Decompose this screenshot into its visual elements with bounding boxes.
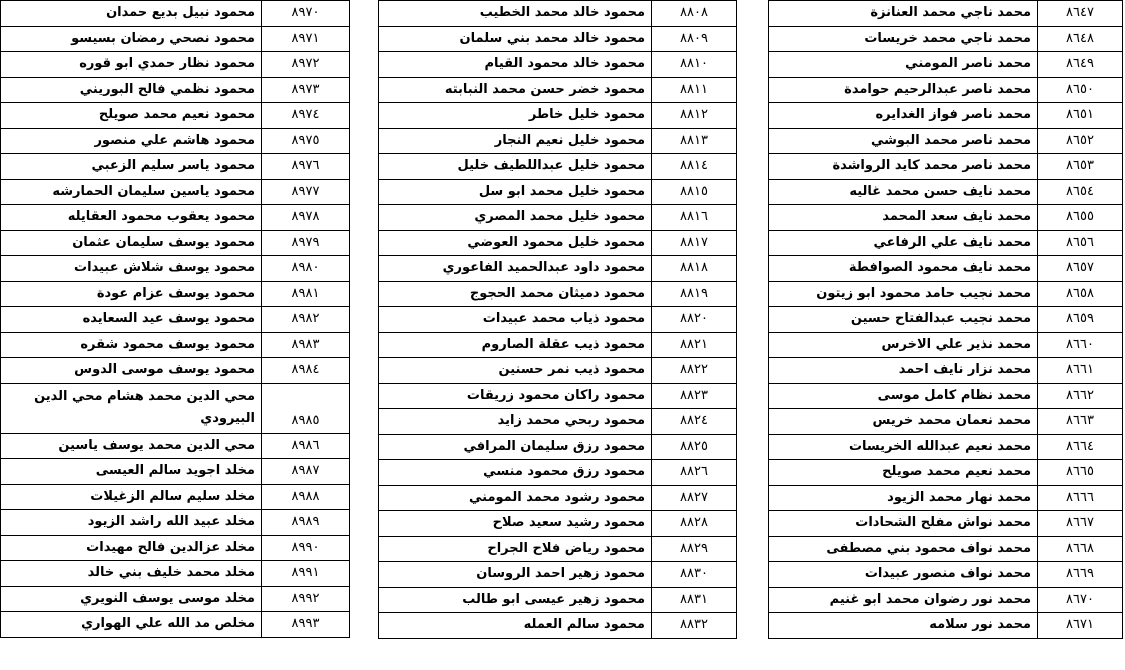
row-number: ٨٦٥٢ [1038, 128, 1123, 154]
row-number: ٨٦٥١ [1038, 103, 1123, 129]
person-name: محمود رياض فلاح الجراح [379, 536, 652, 562]
table-row [379, 358, 737, 384]
table-row [769, 230, 1123, 256]
person-name: مخلد سليم سالم الزغيلات [1, 484, 262, 510]
row-number: ٨٩٩١ [262, 561, 350, 587]
person-name: محمد ناجي محمد العنانزة [769, 1, 1038, 27]
table-row [379, 511, 737, 537]
row-number: ٨٦٤٨ [1038, 26, 1123, 52]
table-row [379, 205, 737, 231]
row-number: ٨٦٥٤ [1038, 179, 1123, 205]
table-row [379, 1, 737, 27]
row-number: ٨٦٥٥ [1038, 205, 1123, 231]
person-name: محمود نظمي فالح البوريني [1, 77, 262, 103]
names-table-right [768, 0, 1123, 639]
row-number: ٨٩٧٢ [262, 52, 350, 78]
person-name: محمد نعيم عبدالله الخريسات [769, 434, 1038, 460]
person-name: محي الدين محمد هشام محي الدين البيرودي [1, 383, 262, 433]
row-number: ٨٨٣٢ [652, 613, 737, 639]
row-number: ٨٦٦٨ [1038, 536, 1123, 562]
person-name: محمود خضر حسن محمد النبابته [379, 77, 652, 103]
table-row [1, 205, 350, 231]
table-row [1, 307, 350, 333]
person-name: محمود يوسف عيد السعايده [1, 307, 262, 333]
table-row [379, 587, 737, 613]
table-row [769, 434, 1123, 460]
person-name: محمود راكان محمود زريقات [379, 383, 652, 409]
row-number: ٨٦٦٤ [1038, 434, 1123, 460]
table-row [769, 154, 1123, 180]
person-name: محمد ناصر محمد البوشي [769, 128, 1038, 154]
table-row [379, 52, 737, 78]
table-row [769, 205, 1123, 231]
table-row [379, 613, 737, 639]
row-number: ٨٩٧٣ [262, 77, 350, 103]
person-name: محمد نجيب عبدالفتاح حسين [769, 307, 1038, 333]
table-row [769, 26, 1123, 52]
person-name: محمود يوسف سليمان عثمان [1, 230, 262, 256]
table-row [769, 460, 1123, 486]
row-number: ٨٩٨١ [262, 281, 350, 307]
person-name: محمد نعمان محمد خريس [769, 409, 1038, 435]
table-row [769, 536, 1123, 562]
row-number: ٨٩٩٠ [262, 535, 350, 561]
table-row [769, 179, 1123, 205]
table-row [1, 484, 350, 510]
row-number: ٨٨١٤ [652, 154, 737, 180]
row-number: ٨٦٥٨ [1038, 281, 1123, 307]
row-number: ٨٦٥٠ [1038, 77, 1123, 103]
table-row [769, 613, 1123, 639]
table-row [769, 332, 1123, 358]
table-row [379, 281, 737, 307]
table-row [1, 179, 350, 205]
person-name: محمد نجيب حامد محمود ابو زيتون [769, 281, 1038, 307]
person-name: محمود ربحي محمد زايد [379, 409, 652, 435]
person-name: محمد ناصر المومني [769, 52, 1038, 78]
row-number: ٨٩٨٧ [262, 459, 350, 485]
row-number: ٨٨٢٩ [652, 536, 737, 562]
person-name: محمود خليل محمد ابو سل [379, 179, 652, 205]
table-row [769, 383, 1123, 409]
person-name: محمود يعقوب محمود العقايله [1, 205, 262, 231]
person-name: محمد نواش مفلح الشحادات [769, 511, 1038, 537]
person-name: محمد نواف محمود بني مصطفى [769, 536, 1038, 562]
table-row [769, 77, 1123, 103]
table-row [769, 587, 1123, 613]
row-number: ٨٦٧٠ [1038, 587, 1123, 613]
table-row [379, 77, 737, 103]
row-number: ٨٩٧٠ [262, 1, 350, 27]
person-name: محمود زهير عيسى ابو طالب [379, 587, 652, 613]
row-number: ٨٨١٦ [652, 205, 737, 231]
row-number: ٨٨١٠ [652, 52, 737, 78]
table-row [1, 128, 350, 154]
table-row [769, 128, 1123, 154]
person-name: محمود ياسين سليمان الحمارشه [1, 179, 262, 205]
person-name: محمود ياسر سليم الزعبي [1, 154, 262, 180]
person-name: محمود يوسف محمود شقره [1, 332, 262, 358]
person-name: محمود نبيل بديع حمدان [1, 1, 262, 27]
table-row [379, 460, 737, 486]
row-number: ٨٦٥٦ [1038, 230, 1123, 256]
row-number: ٨٩٧٩ [262, 230, 350, 256]
row-number: ٨٨٠٩ [652, 26, 737, 52]
row-number: ٨٩٧١ [262, 26, 350, 52]
person-name: محمود زهير احمد الروسان [379, 562, 652, 588]
row-number: ٨٦٦٧ [1038, 511, 1123, 537]
table-row [769, 485, 1123, 511]
person-name: مخلد عزالدين فالح مهيدات [1, 535, 262, 561]
table-row [379, 332, 737, 358]
row-number: ٨٨١٢ [652, 103, 737, 129]
person-name: محمد ناصر عبدالرحيم حوامدة [769, 77, 1038, 103]
table-row [1, 230, 350, 256]
person-name: محمد نواف منصور عبيدات [769, 562, 1038, 588]
table-row [1, 612, 350, 638]
row-number: ٨٨٣٠ [652, 562, 737, 588]
table-row [1, 358, 350, 384]
row-number: ٨٩٩٢ [262, 586, 350, 612]
table-row [1, 586, 350, 612]
person-name: محمد ناجي محمد خريسات [769, 26, 1038, 52]
table-row [769, 256, 1123, 282]
table-row [379, 409, 737, 435]
row-number: ٨٦٥٧ [1038, 256, 1123, 282]
row-number: ٨٦٦٢ [1038, 383, 1123, 409]
row-number: ٨٦٥٩ [1038, 307, 1123, 333]
table-row [1, 281, 350, 307]
row-number: ٨٦٦٠ [1038, 332, 1123, 358]
row-number: ٨٩٨٩ [262, 510, 350, 536]
person-name: محمد نايف علي الرفاعي [769, 230, 1038, 256]
table-row [379, 26, 737, 52]
person-name: محمود نظار حمدي ابو قوره [1, 52, 262, 78]
row-number: ٨٦٦١ [1038, 358, 1123, 384]
table-row [379, 307, 737, 333]
table-row [1, 535, 350, 561]
table-row [769, 511, 1123, 537]
row-number: ٨٩٧٤ [262, 103, 350, 129]
row-number: ٨٨٢٣ [652, 383, 737, 409]
person-name: مخلص مد الله علي الهواري [1, 612, 262, 638]
person-name: محمود خليل محمود العوضي [379, 230, 652, 256]
row-number: ٨٨١١ [652, 77, 737, 103]
person-name: محمود ذياب محمد عبيدات [379, 307, 652, 333]
person-name: محمد نظام كامل موسى [769, 383, 1038, 409]
row-number: ٨٩٨٢ [262, 307, 350, 333]
table-row [769, 307, 1123, 333]
person-name: محمود خليل عبداللطيف خليل [379, 154, 652, 180]
person-name: محمود خليل محمد المصري [379, 205, 652, 231]
person-name: محمود خليل نعيم النجار [379, 128, 652, 154]
row-number: ٨٩٨٥ [262, 383, 350, 433]
person-name: محمود هاشم علي منصور [1, 128, 262, 154]
row-number: ٨٨٢٧ [652, 485, 737, 511]
row-number: ٨٦٤٩ [1038, 52, 1123, 78]
table-row [379, 485, 737, 511]
row-number: ٨٩٩٣ [262, 612, 350, 638]
table-row [379, 128, 737, 154]
names-table-left [0, 0, 350, 638]
person-name: محمد نايف حسن محمد غاليه [769, 179, 1038, 205]
table-row [379, 256, 737, 282]
names-table-middle [378, 0, 737, 639]
row-number: ٨٩٨٠ [262, 256, 350, 282]
person-name: محمود خليل خاطر [379, 103, 652, 129]
row-number: ٨٨٠٨ [652, 1, 737, 27]
table-row [1, 433, 350, 459]
row-number: ٨٩٧٦ [262, 154, 350, 180]
row-number: ٨٨٢١ [652, 332, 737, 358]
row-number: ٨٨١٥ [652, 179, 737, 205]
person-name: محمود خالد محمد بني سلمان [379, 26, 652, 52]
table-row [769, 409, 1123, 435]
person-name: محمود نعيم محمد صويلح [1, 103, 262, 129]
table-row [1, 77, 350, 103]
person-name: مخلد اجويد سالم العيسى [1, 459, 262, 485]
table-row [769, 1, 1123, 27]
person-name: محمد نهار محمد الزيود [769, 485, 1038, 511]
table-row [1, 256, 350, 282]
person-name: محمود سالم العمله [379, 613, 652, 639]
table-row [379, 230, 737, 256]
table-row [769, 358, 1123, 384]
row-number: ٨٦٦٦ [1038, 485, 1123, 511]
person-name: محمد نعيم محمد صويلح [769, 460, 1038, 486]
person-name: محمد نور رضوان محمد ابو غنيم [769, 587, 1038, 613]
table-row [769, 103, 1123, 129]
table-row [1, 52, 350, 78]
table-row [1, 1, 350, 27]
person-name: مخلد موسى يوسف النويري [1, 586, 262, 612]
person-name: محمود رزق محمود منسي [379, 460, 652, 486]
table-row [379, 434, 737, 460]
person-name: محمد ناصر فواز الغدايره [769, 103, 1038, 129]
person-name: محمود داود عبدالحميد الفاعوري [379, 256, 652, 282]
person-name: محمد ناصر محمد كايد الرواشدة [769, 154, 1038, 180]
person-name: محمود يوسف عزام عودة [1, 281, 262, 307]
person-name: محمود ذيب نمر حسنين [379, 358, 652, 384]
person-name: محمود رشود محمد المومني [379, 485, 652, 511]
row-number: ٨٨٢٨ [652, 511, 737, 537]
row-number: ٨٩٨٨ [262, 484, 350, 510]
person-name: محمود نصحي رمضان بسيسو [1, 26, 262, 52]
table-row [1, 561, 350, 587]
person-name: محمود خالد محمد الخطيب [379, 1, 652, 27]
person-name: محمد نايف سعد المحمد [769, 205, 1038, 231]
row-number: ٨٩٧٧ [262, 179, 350, 205]
table-row [1, 154, 350, 180]
row-number: ٨٦٦٣ [1038, 409, 1123, 435]
person-name: محمود رشيد سعيد صلاح [379, 511, 652, 537]
person-name: محمد نزار نايف احمد [769, 358, 1038, 384]
row-number: ٨٨١٨ [652, 256, 737, 282]
table-row [769, 562, 1123, 588]
row-number: ٨٦٥٣ [1038, 154, 1123, 180]
row-number: ٨٨٢٦ [652, 460, 737, 486]
person-name: محمود يوسف شلاش عبيدات [1, 256, 262, 282]
table-row [379, 103, 737, 129]
row-number: ٨٩٨٤ [262, 358, 350, 384]
row-number: ٨٨١٧ [652, 230, 737, 256]
person-name: محمد نايف محمود الصوافطة [769, 256, 1038, 282]
table-row [769, 52, 1123, 78]
table-row [379, 383, 737, 409]
row-number: ٨٩٧٥ [262, 128, 350, 154]
person-name: محي الدين محمد يوسف ياسين [1, 433, 262, 459]
row-number: ٨٨٢٢ [652, 358, 737, 384]
person-name: محمود ذيب عقلة الصاروم [379, 332, 652, 358]
person-name: مخلد عبيد الله راشد الزيود [1, 510, 262, 536]
person-name: محمود رزق سليمان المرافي [379, 434, 652, 460]
table-row [379, 179, 737, 205]
row-number: ٨٨١٣ [652, 128, 737, 154]
table-row [1, 459, 350, 485]
row-number: ٨٦٦٩ [1038, 562, 1123, 588]
row-number: ٨٩٧٨ [262, 205, 350, 231]
table-row [1, 510, 350, 536]
person-name: محمد نور سلامه [769, 613, 1038, 639]
table-row [1, 103, 350, 129]
row-number: ٨٦٦٥ [1038, 460, 1123, 486]
row-number: ٨٩٨٦ [262, 433, 350, 459]
row-number: ٨٦٤٧ [1038, 1, 1123, 27]
table-row [1, 383, 350, 433]
row-number: ٨٨٢٥ [652, 434, 737, 460]
row-number: ٨٨٣١ [652, 587, 737, 613]
person-name: محمود دميثان محمد الحجوج [379, 281, 652, 307]
table-row [379, 562, 737, 588]
person-name: محمود خالد محمود القيام [379, 52, 652, 78]
person-name: محمد نذير علي الاخرس [769, 332, 1038, 358]
row-number: ٨٨٢٠ [652, 307, 737, 333]
table-row [769, 281, 1123, 307]
table-row [379, 154, 737, 180]
row-number: ٨٦٧١ [1038, 613, 1123, 639]
row-number: ٨٨٢٤ [652, 409, 737, 435]
table-row [1, 332, 350, 358]
table-row [1, 26, 350, 52]
person-name: محمود يوسف موسى الدوس [1, 358, 262, 384]
row-number: ٨٨١٩ [652, 281, 737, 307]
row-number: ٨٩٨٣ [262, 332, 350, 358]
table-row [379, 536, 737, 562]
person-name: مخلد محمد خليف بني خالد [1, 561, 262, 587]
